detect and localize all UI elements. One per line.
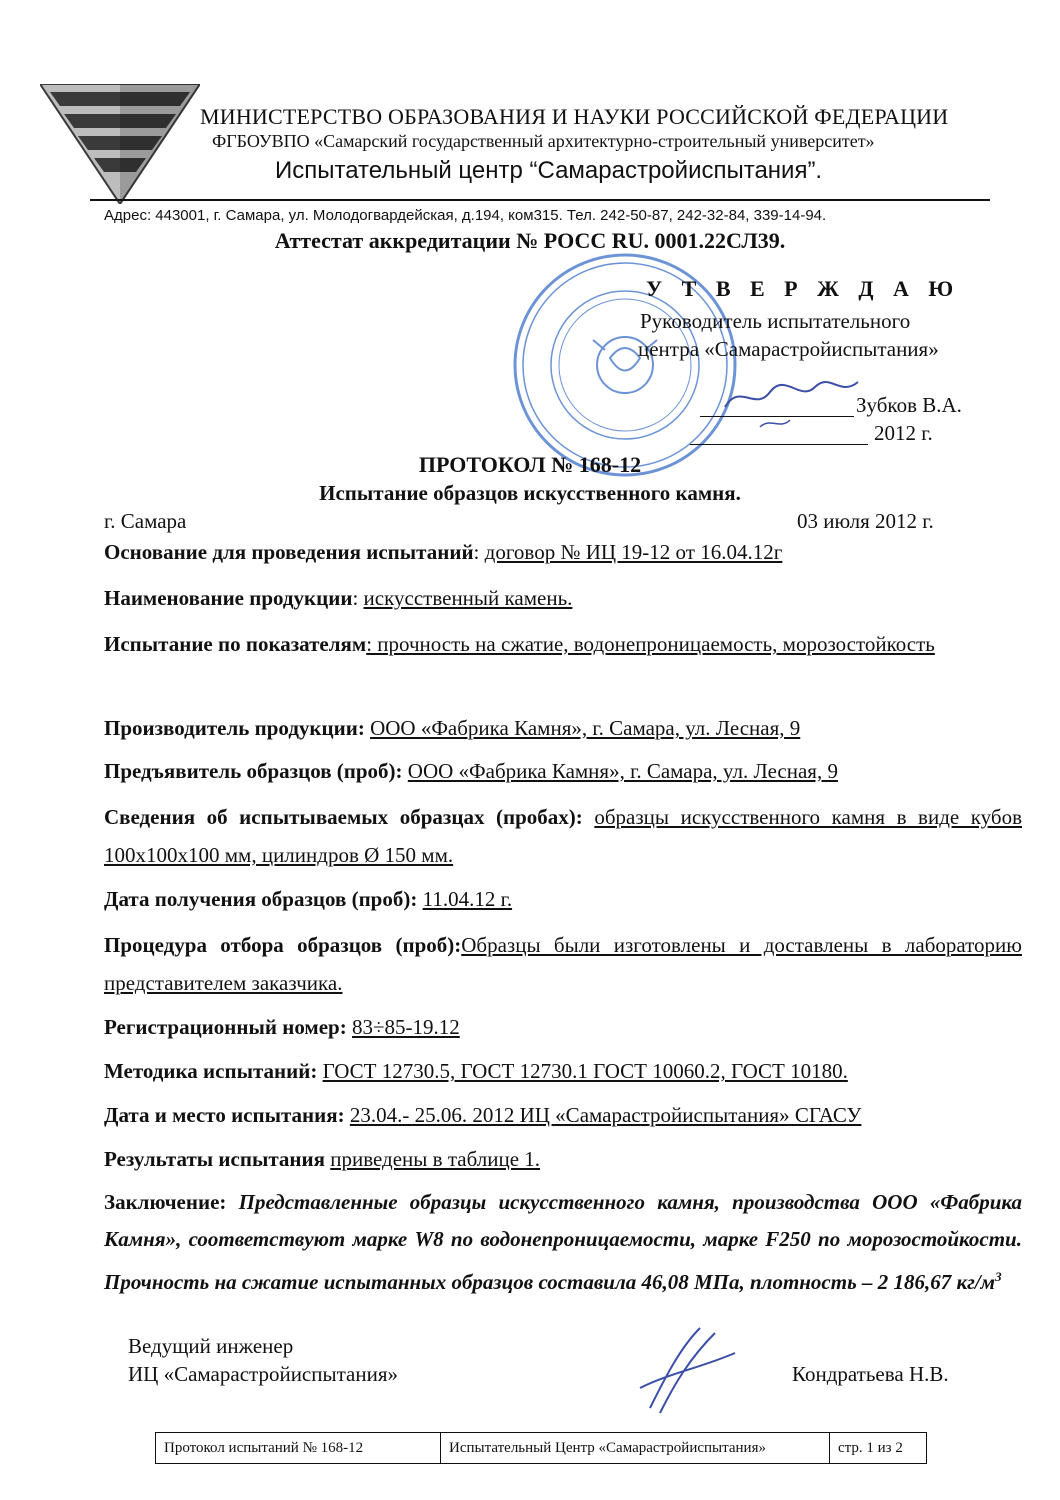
field-value: договор № ИЦ 19-12 от 16.04.12г bbox=[484, 540, 783, 564]
field-label: Регистрационный номер: bbox=[104, 1015, 347, 1039]
approval-position: Руководитель испытательного bbox=[640, 309, 911, 333]
field-received bbox=[104, 883, 1022, 915]
field-submitter bbox=[104, 755, 1022, 787]
field-basis: Основание для проведения испытаний: договор № ИЦ 19-12 от 16.04.12г bbox=[104, 540, 783, 564]
field-value: ООО «Фабрика Камня», г. Самара, ул. Лесная, 9 bbox=[370, 716, 801, 740]
field-value: ООО «Фабрика Камня», г. Самара, ул. Лесная, 9 bbox=[407, 759, 838, 783]
approval-name: Зубков В.А. bbox=[856, 393, 962, 417]
field-label: Сведения об испытываемых образцах (пробах): bbox=[104, 805, 583, 829]
center-name: Испытательный центр “Самарастройиспытания”. bbox=[275, 157, 823, 184]
field-label: Испытание по показателям bbox=[104, 632, 367, 656]
approval-year: 2012 г. bbox=[874, 421, 933, 445]
engineer-center: ИЦ «Самарастройиспытания» bbox=[128, 1362, 398, 1386]
engineer-name: Кондратьева Н.В. bbox=[792, 1362, 949, 1386]
field-results bbox=[104, 1143, 1022, 1175]
field-value: : прочность на сжатие, водонепроницаемость, морозостойкость bbox=[366, 632, 935, 656]
field-conclusion bbox=[104, 1184, 1022, 1301]
field-label: Методика испытаний: bbox=[104, 1059, 318, 1083]
engineer-position: Ведущий инженер bbox=[128, 1334, 294, 1358]
page-footer bbox=[155, 1432, 927, 1464]
protocol-city: г. Самара bbox=[104, 509, 187, 533]
field-label: Производитель продукции: bbox=[104, 716, 365, 740]
field-value: приведены в таблице 1. bbox=[330, 1147, 541, 1171]
approval-title: У Т В Е Р Ж Д А Ю bbox=[646, 276, 961, 301]
field-label: Наименование продукции bbox=[104, 586, 353, 610]
field-procedure bbox=[104, 926, 1022, 1002]
ministry-name: МИНИСТЕРСТВО ОБРАЗОВАНИЯ И НАУКИ РОССИЙСКОЙ ФЕДЕРАЦИИ bbox=[200, 104, 949, 129]
footer-protocol: Протокол испытаний № 168-12 bbox=[156, 1433, 441, 1464]
header-divider bbox=[90, 199, 990, 201]
university-name: ФГБОУВПО «Самарский государственный архитектурно-строительный университет» bbox=[212, 131, 875, 151]
protocol-title: ПРОТОКОЛ № 168-12 bbox=[418, 452, 642, 477]
protocol-date: 03 июля 2012 г. bbox=[797, 509, 934, 533]
unit-superscript: 3 bbox=[995, 1269, 1002, 1284]
field-method bbox=[104, 1055, 1022, 1087]
field-label: Дата получения образцов (проб): bbox=[104, 887, 418, 911]
field-label: Заключение: bbox=[104, 1190, 227, 1214]
engineer-signature bbox=[630, 1318, 740, 1418]
field-manufacturer bbox=[104, 712, 1022, 744]
field-value: 83÷85-19.12 bbox=[351, 1015, 460, 1039]
field-product: Наименование продукции: искусственный камень. bbox=[104, 586, 573, 610]
footer-center: Испытательный Центр «Самарастройиспытания» bbox=[441, 1433, 830, 1464]
address: Адрес: 443001, г. Самара, ул. Молодогвардейская, д.194, ком315. Тел. 242-50-87, 242-32-84, 339-14-94. bbox=[104, 207, 827, 224]
field-value: ГОСТ 12730.5, ГОСТ 12730.1 ГОСТ 10060.2, ГОСТ 10180. bbox=[322, 1059, 848, 1083]
field-label: Процедура отбора образцов (проб): bbox=[104, 933, 462, 957]
field-label: Результаты испытания bbox=[104, 1147, 325, 1171]
field-value: 11.04.12 г. bbox=[422, 887, 513, 911]
field-samples bbox=[104, 798, 1022, 874]
approval-center: центра «Самарастройиспытания» bbox=[638, 337, 939, 361]
field-value: искусственный камень. bbox=[363, 586, 573, 610]
field-indicators bbox=[104, 628, 1022, 660]
field-value: образцы искусственного камня в виде кубов 100х100х100 мм, цилиндров Ø 150 мм. bbox=[104, 805, 1023, 867]
accreditation: Аттестат аккредитации № РОСС RU. 0001.22СЛ39. bbox=[274, 228, 786, 253]
field-label: Предъявитель образцов (проб): bbox=[104, 759, 403, 783]
protocol-subtitle: Испытание образцов искусственного камня. bbox=[319, 481, 741, 505]
field-label: Дата и место испытания: bbox=[104, 1103, 345, 1127]
field-regnum bbox=[104, 1011, 1022, 1043]
field-value: 23.04.- 25.06. 2012 ИЦ «Самарастройиспытания» СГАСУ bbox=[349, 1103, 862, 1127]
field-value: Образцы были изготовлены и доставлены в лабораторию представителем заказчика. bbox=[104, 933, 1022, 995]
field-place bbox=[104, 1099, 1022, 1131]
approval-signature bbox=[720, 372, 860, 432]
field-value: Представленные образцы искусственного камня, производства ООО «Фабрика Камня», соответствуют марке W8 по водонепроницаемости, марке F250 по морозостойкости. Прочность на сжатие испытанных образцов составила 46,08 МПа, плотность – 2 186,67 кг/м bbox=[104, 1190, 1023, 1294]
field-label: Основание для проведения испытаний bbox=[104, 540, 474, 564]
footer-page: стр. 1 из 2 bbox=[830, 1433, 927, 1464]
institution-logo bbox=[40, 84, 200, 204]
